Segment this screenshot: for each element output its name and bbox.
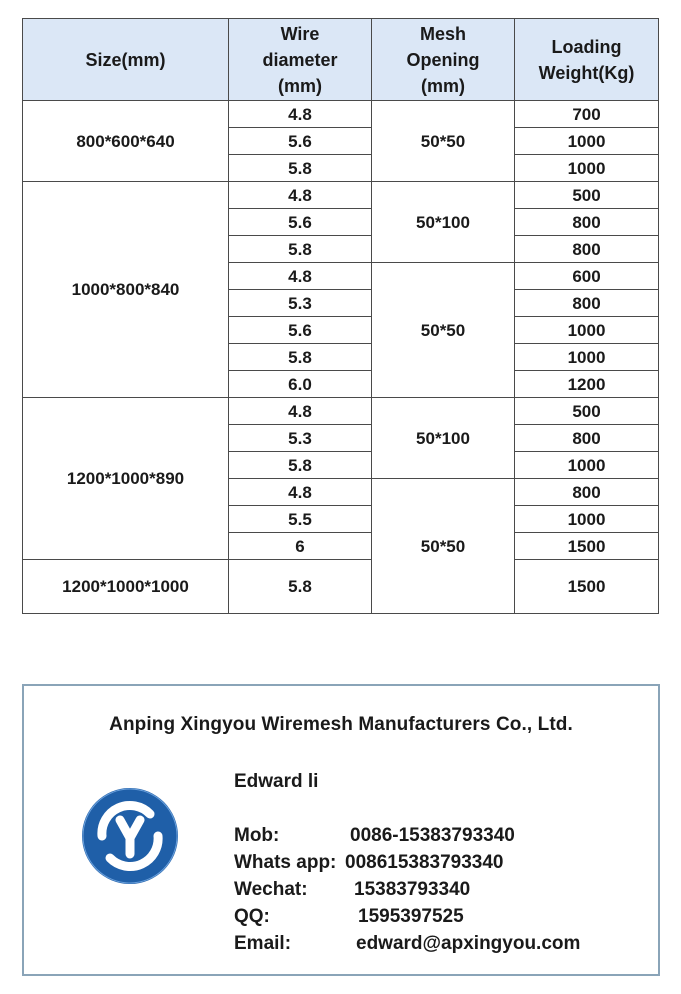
- wire-cell: 4.8: [229, 263, 372, 290]
- contact-value: 008615383793340: [345, 852, 504, 873]
- contact-label: Mob:: [234, 825, 280, 846]
- header-mesh-opening: Mesh Opening (mm): [372, 19, 515, 101]
- wire-cell: 6: [229, 533, 372, 560]
- load-cell: 1500: [515, 560, 659, 614]
- load-cell: 1000: [515, 452, 659, 479]
- mesh-cell: 50*100: [372, 398, 515, 479]
- header-loading-weight: Loading Weight(Kg): [515, 19, 659, 101]
- load-cell: 800: [515, 425, 659, 452]
- wire-cell: 4.8: [229, 398, 372, 425]
- wire-cell: 5.8: [229, 344, 372, 371]
- load-cell: 800: [515, 290, 659, 317]
- table-header-row: [23, 19, 659, 101]
- size-cell: 1000*800*840: [23, 182, 229, 398]
- email-link[interactable]: edward@apxingyou.com: [356, 933, 581, 954]
- spec-table: [22, 18, 659, 614]
- load-cell: 1000: [515, 128, 659, 155]
- contact-email[interactable]: [234, 933, 581, 955]
- load-cell: 1000: [515, 344, 659, 371]
- wire-cell: 5.8: [229, 560, 372, 614]
- contact-qq: [234, 906, 464, 928]
- mesh-cell: 50*100: [372, 182, 515, 263]
- size-cell: 1200*1000*1000: [23, 560, 229, 614]
- load-cell: 1500: [515, 533, 659, 560]
- size-cell: 800*600*640: [23, 101, 229, 182]
- load-cell: 600: [515, 263, 659, 290]
- wire-cell: 4.8: [229, 479, 372, 506]
- contact-mobile: [234, 825, 515, 847]
- load-cell: 1000: [515, 506, 659, 533]
- contact-whatsapp: [234, 852, 504, 874]
- load-cell: 500: [515, 398, 659, 425]
- wire-cell: 5.8: [229, 452, 372, 479]
- table-row: [23, 398, 659, 425]
- contact-label: QQ:: [234, 906, 270, 927]
- wire-cell: 5.6: [229, 209, 372, 236]
- table-row: [23, 560, 659, 614]
- load-cell: 1000: [515, 155, 659, 182]
- load-cell: 1000: [515, 317, 659, 344]
- wire-cell: 5.8: [229, 155, 372, 182]
- wire-cell: 4.8: [229, 182, 372, 209]
- wire-cell: 5.3: [229, 425, 372, 452]
- mesh-cell: 50*50: [372, 263, 515, 398]
- contact-value: 1595397525: [358, 906, 464, 927]
- table-row: [23, 101, 659, 128]
- contact-value: 0086-15383793340: [350, 825, 515, 846]
- wire-cell: 5.3: [229, 290, 372, 317]
- mesh-cell: 50*50: [372, 479, 515, 614]
- load-cell: 800: [515, 236, 659, 263]
- contact-label: Email:: [234, 933, 292, 954]
- mesh-cell: 50*50: [372, 101, 515, 182]
- wire-cell: 4.8: [229, 101, 372, 128]
- load-cell: 1200: [515, 371, 659, 398]
- business-card: [22, 684, 660, 976]
- header-wire-diameter: Wire diameter (mm): [229, 19, 372, 101]
- contact-label: Whats app:: [234, 852, 337, 873]
- wire-cell: 5.6: [229, 128, 372, 155]
- company-name: Anping Xingyou Wiremesh Manufacturers Co., Ltd.: [109, 714, 573, 735]
- xy-logo-icon: [80, 786, 180, 886]
- wire-cell: 5.5: [229, 506, 372, 533]
- size-cell: 1200*1000*890: [23, 398, 229, 560]
- contact-name: Edward li: [234, 771, 319, 792]
- wire-cell: 6.0: [229, 371, 372, 398]
- header-size: Size(mm): [23, 19, 229, 101]
- contact-label: Wechat:: [234, 879, 308, 900]
- contact-value: 15383793340: [354, 879, 471, 900]
- table-row: [23, 182, 659, 209]
- load-cell: 800: [515, 209, 659, 236]
- load-cell: 700: [515, 101, 659, 128]
- load-cell: 800: [515, 479, 659, 506]
- load-cell: 500: [515, 182, 659, 209]
- contact-wechat: [234, 879, 471, 901]
- wire-cell: 5.8: [229, 236, 372, 263]
- wire-cell: 5.6: [229, 317, 372, 344]
